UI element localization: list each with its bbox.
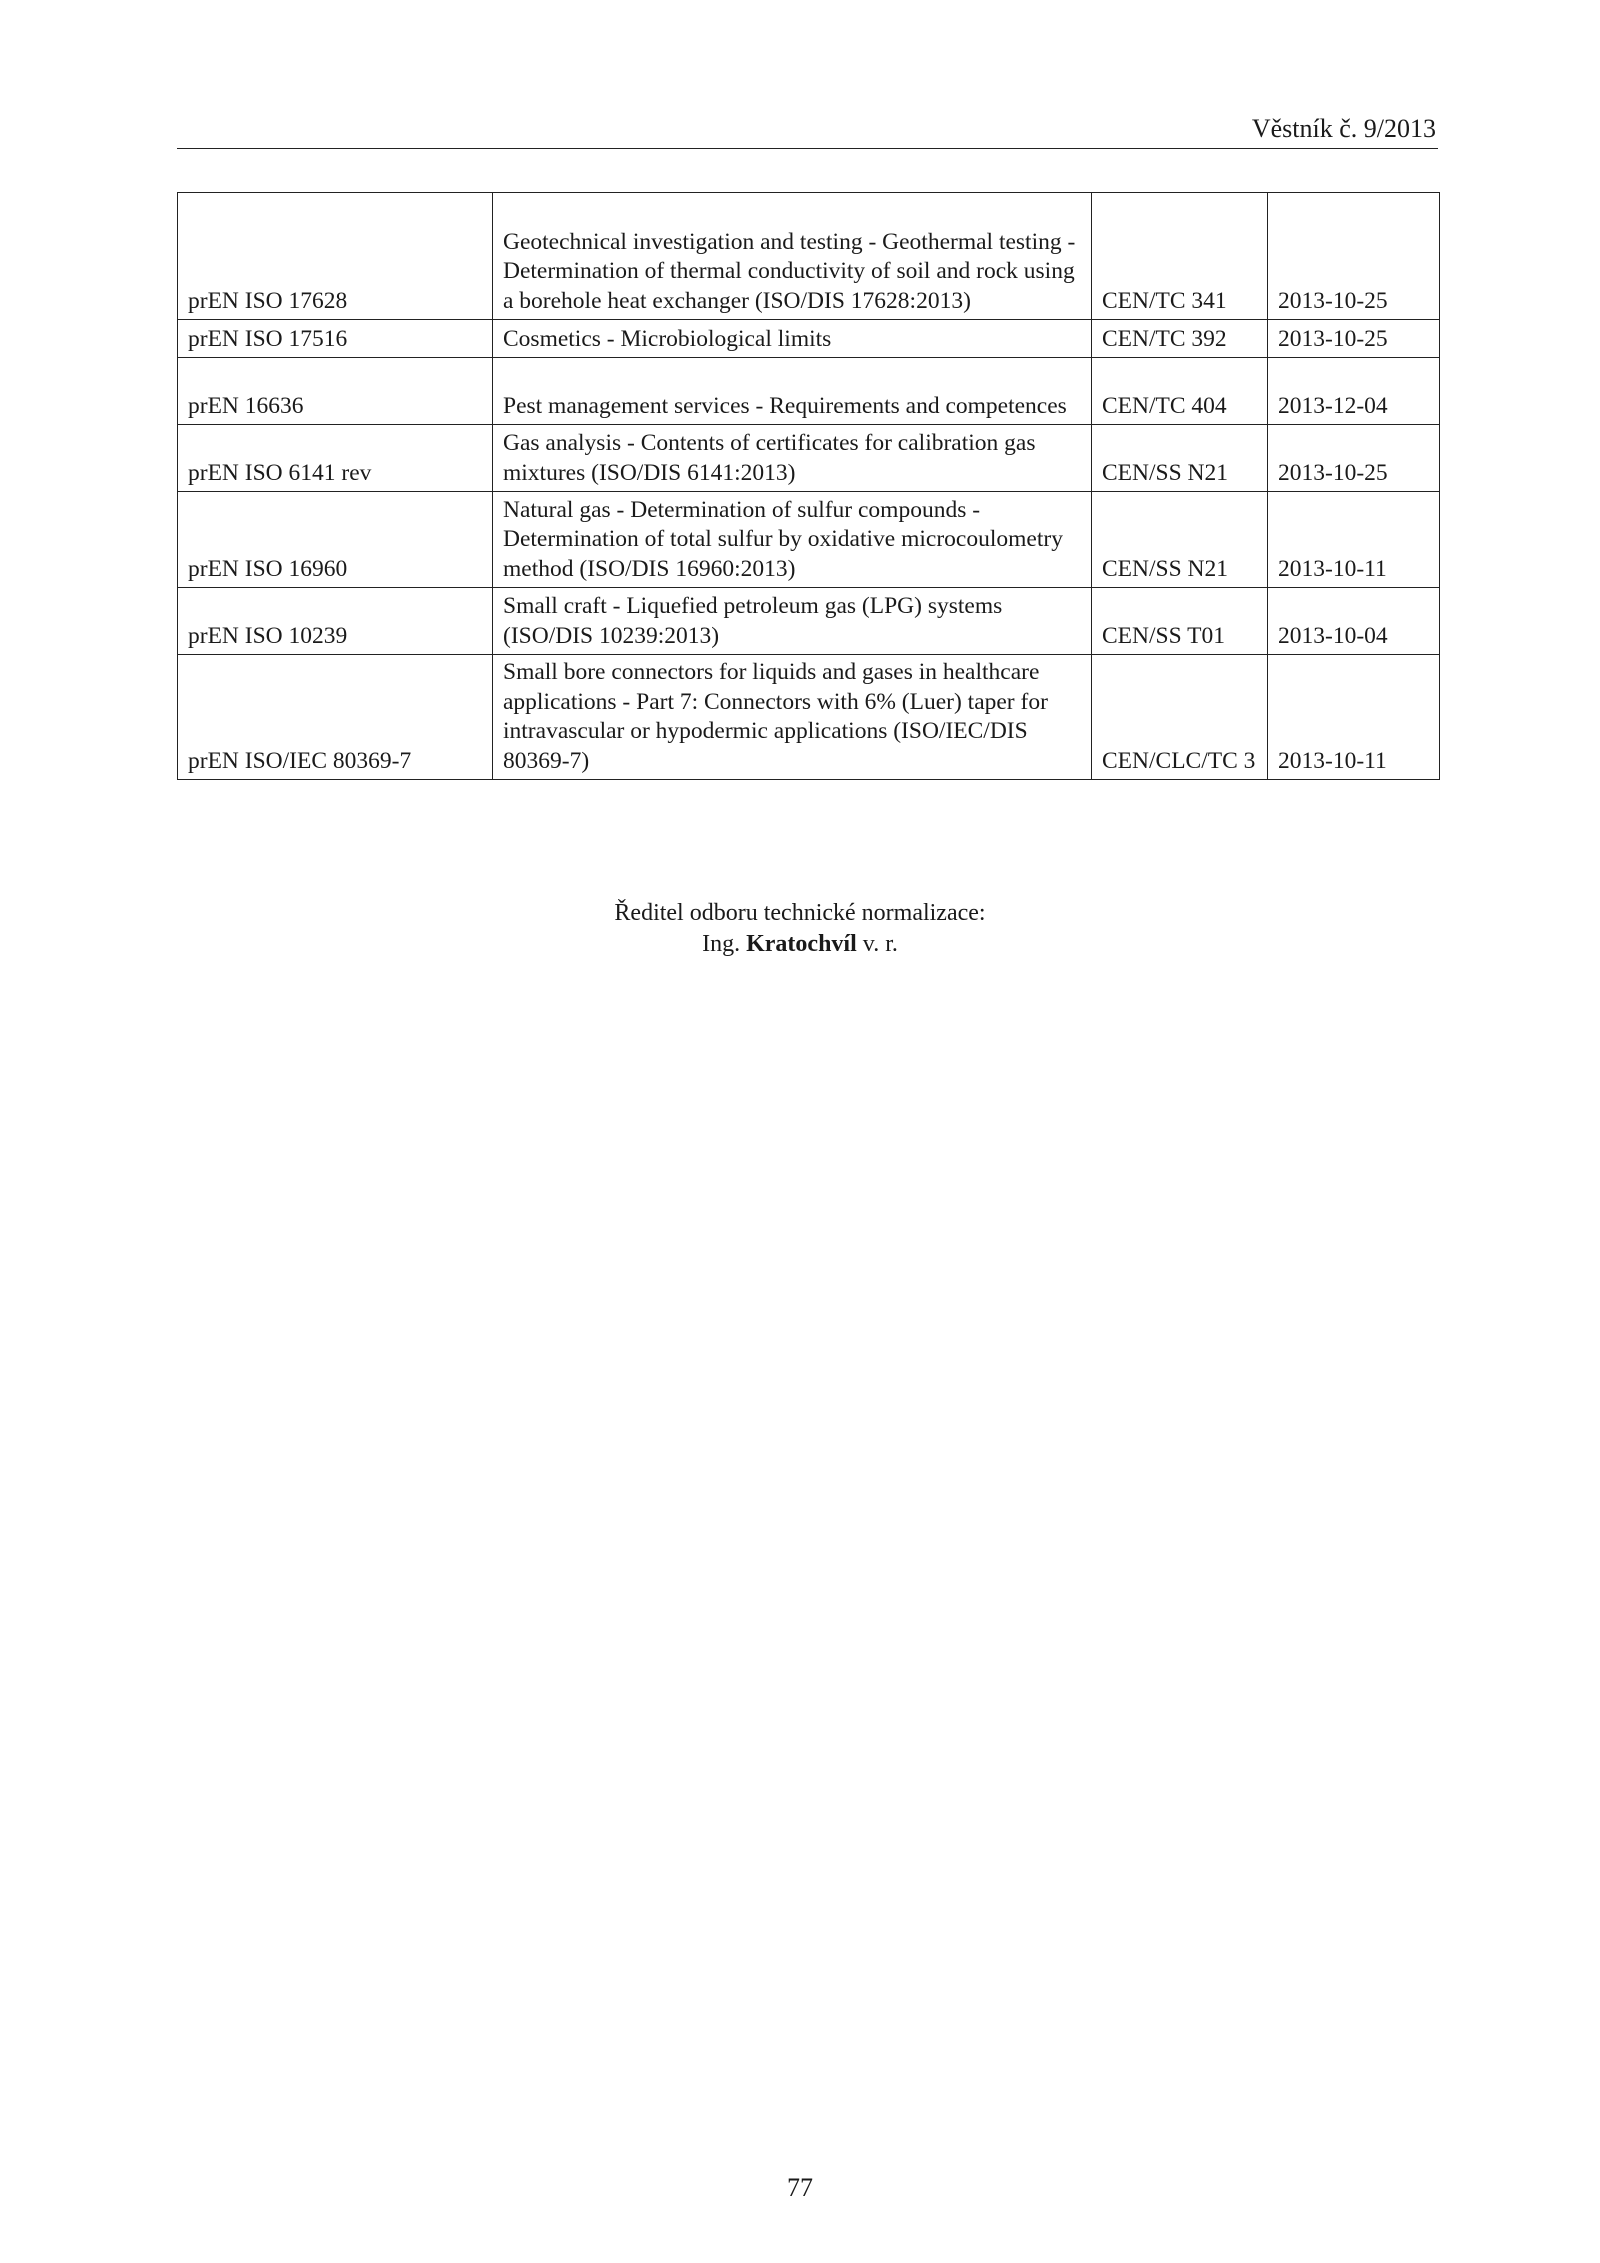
standard-title: Gas analysis - Contents of certificates for calibration gas mixtures (ISO/DIS 6141:2013) — [493, 425, 1092, 492]
standard-code: prEN ISO 16960 — [178, 492, 493, 588]
standard-code: prEN 16636 — [178, 358, 493, 425]
table-row — [178, 193, 1440, 320]
table-row — [178, 320, 1440, 358]
table-row — [178, 655, 1440, 780]
technical-committee: CEN/TC 404 — [1092, 358, 1268, 425]
standard-title: Natural gas - Determination of sulfur compounds - Determination of total sulfur by oxidative microcoulometry method (ISO/DIS 16960:2013) — [493, 492, 1092, 588]
page-header — [177, 112, 1438, 149]
table-row — [178, 358, 1440, 425]
standard-title: Small craft - Liquefied petroleum gas (LPG) systems (ISO/DIS 10239:2013) — [493, 588, 1092, 655]
signatory-line — [0, 929, 1600, 960]
table-row — [178, 588, 1440, 655]
table-row — [178, 425, 1440, 492]
page-number: 77 — [787, 2173, 813, 2202]
signatory-suffix: v. r. — [862, 931, 898, 957]
deadline-date: 2013-12-04 — [1268, 358, 1440, 425]
deadline-date: 2013-10-04 — [1268, 588, 1440, 655]
standard-title: Geotechnical investigation and testing - Geothermal testing - Determination of thermal conductivity of soil and rock using a borehole heat exchanger (ISO/DIS 17628:2013) — [493, 193, 1092, 320]
standard-title: Cosmetics - Microbiological limits — [493, 320, 1092, 358]
deadline-date: 2013-10-25 — [1268, 193, 1440, 320]
standard-code: prEN ISO 10239 — [178, 588, 493, 655]
signature-block — [0, 898, 1600, 960]
technical-committee: CEN/TC 392 — [1092, 320, 1268, 358]
standard-title: Pest management services - Requirements and competences — [493, 358, 1092, 425]
standard-code: prEN ISO/IEC 80369-7 — [178, 655, 493, 780]
technical-committee: CEN/TC 341 — [1092, 193, 1268, 320]
technical-committee: CEN/SS T01 — [1092, 588, 1268, 655]
signatory-prefix: Ing. — [702, 931, 741, 957]
bulletin-title: Věstník č. 9/2013 — [1251, 114, 1436, 143]
standard-code: prEN ISO 6141 rev — [178, 425, 493, 492]
deadline-date: 2013-10-11 — [1268, 492, 1440, 588]
signatory-name: Kratochvíl — [746, 931, 857, 957]
technical-committee: CEN/SS N21 — [1092, 425, 1268, 492]
standards-table — [177, 192, 1440, 780]
deadline-date: 2013-10-25 — [1268, 425, 1440, 492]
technical-committee: CEN/SS N21 — [1092, 492, 1268, 588]
deadline-date: 2013-10-11 — [1268, 655, 1440, 780]
standard-code: prEN ISO 17628 — [178, 193, 493, 320]
deadline-date: 2013-10-25 — [1268, 320, 1440, 358]
technical-committee: CEN/CLC/TC 3 — [1092, 655, 1268, 780]
signatory-role: Ředitel odboru technické normalizace: — [614, 900, 986, 926]
standard-title: Small bore connectors for liquids and gases in healthcare applications - Part 7: Connectors with 6% (Luer) taper for intravascular or hypodermic applications (ISO/IEC/DIS 80369-7) — [493, 655, 1092, 780]
standard-code: prEN ISO 17516 — [178, 320, 493, 358]
table-row — [178, 492, 1440, 588]
